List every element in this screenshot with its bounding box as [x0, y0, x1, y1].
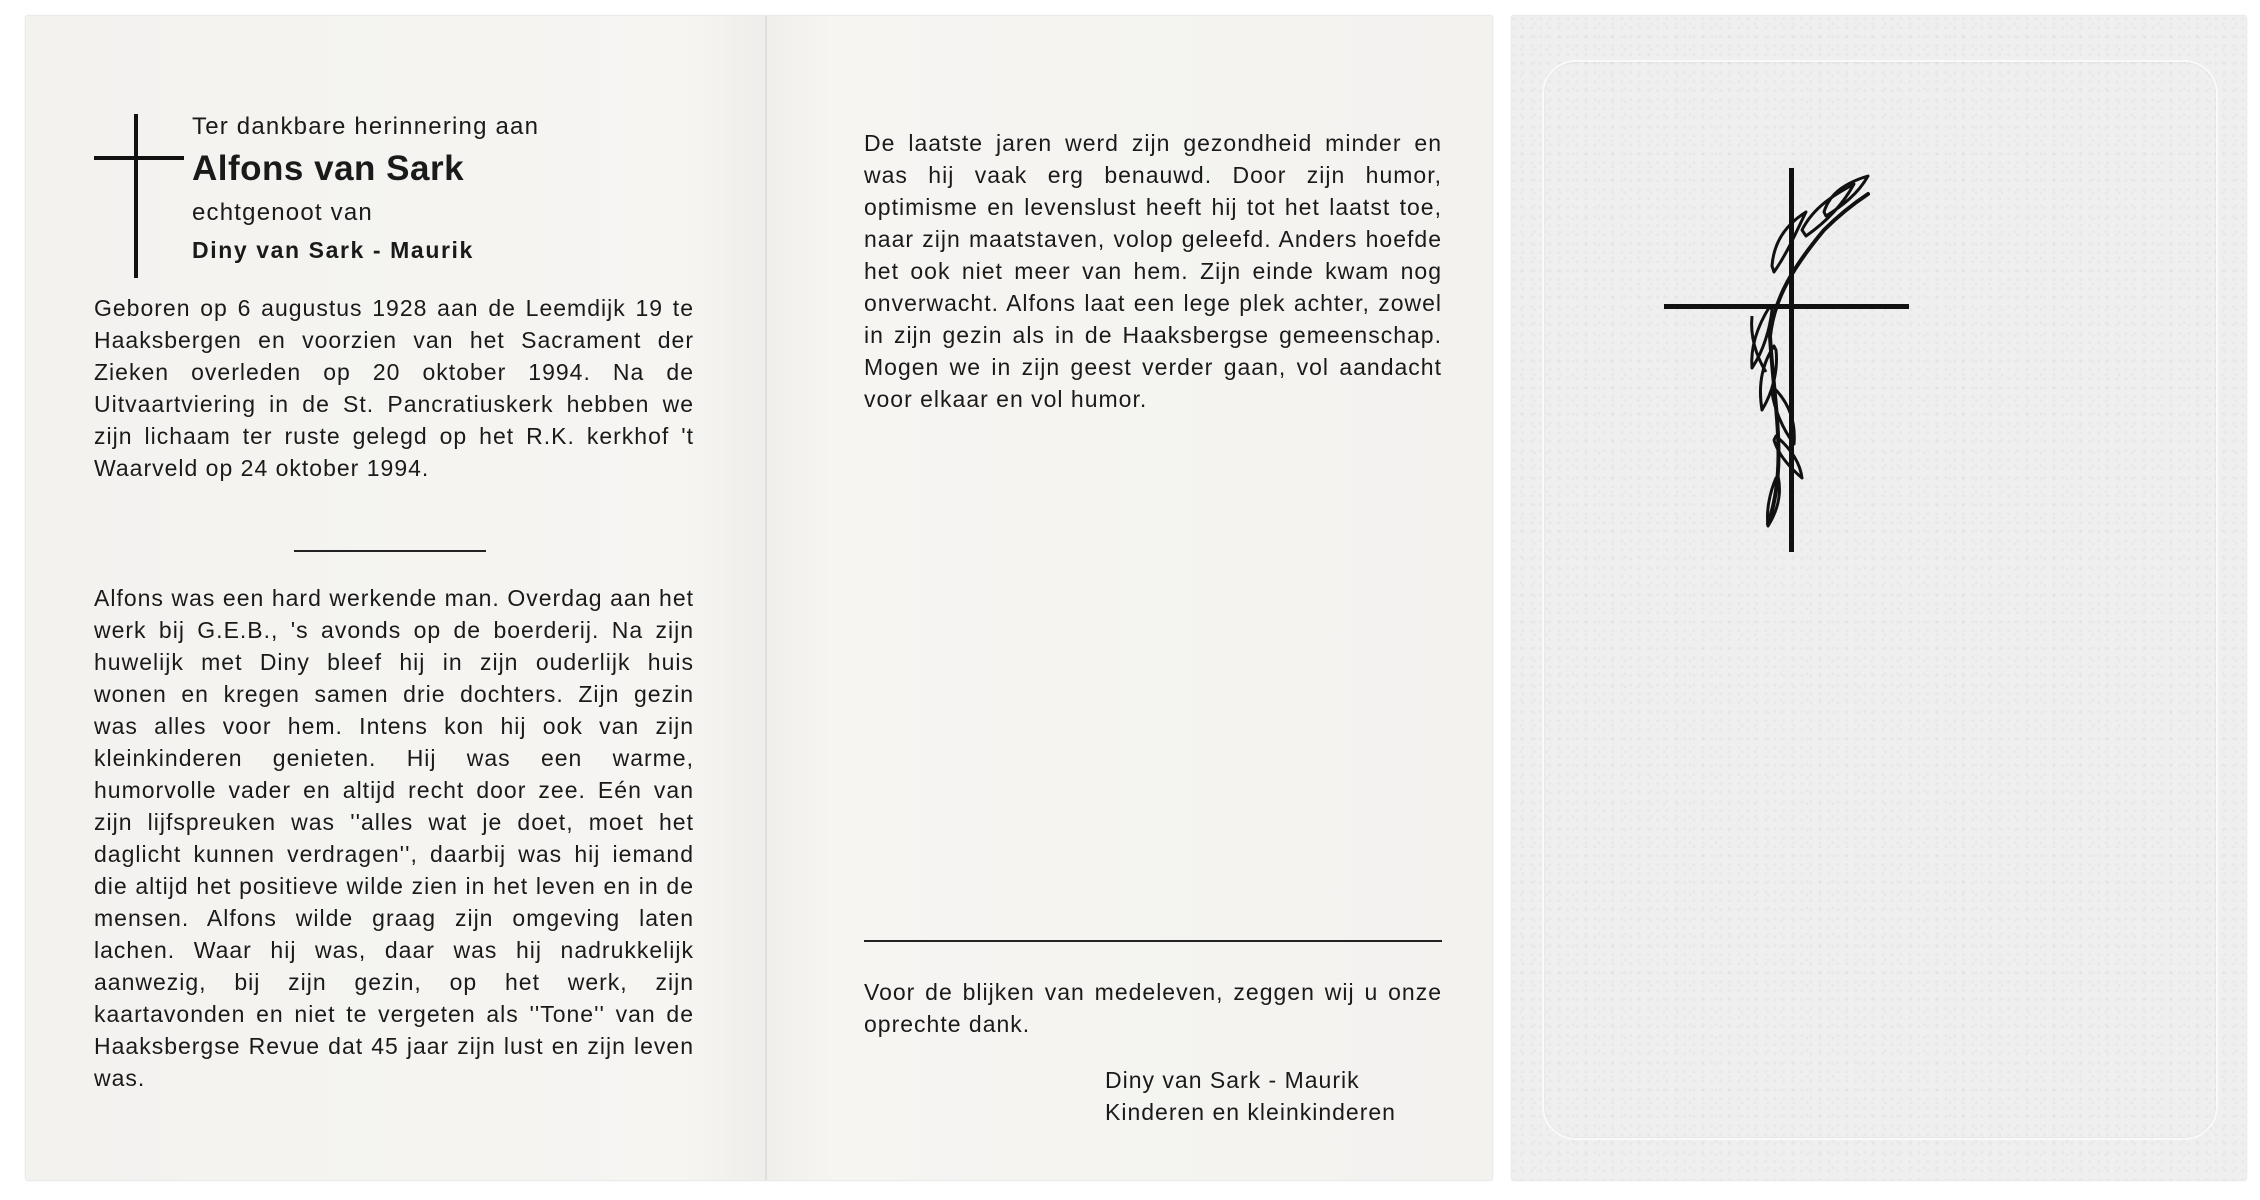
cross-icon: [94, 114, 184, 278]
biography-paragraph: Geboren op 6 augustus 1928 aan de Leemdijk 19 te Haaksbergen en voorzien van het Sacrament der Zieken overleden op 20 oktober 1994. Na de Uitvaartviering in de St. Pancratiuskerk hebben we zijn lichaam ter ruste gelegd op het R.K. kerkhof 't Waarveld op 24 oktober 1994.: [94, 295, 694, 481]
life-paragraph: Alfons was een hard werkende man. Overdag aan het werk bij G.E.B., 's avonds op de boerderij. Na zijn huwelijk met Diny bleef hij in zijn ouderlijk huis wonen en kregen samen drie dochters. Zijn gezin was alles voor hem. Intens kon hij ook van zijn kleinkinderen genieten. Hij was een warme, humorvolle vader en altijd recht door zee. Eén van zijn lijfspreuken was ''alles wat je doet, moet het daglicht kunnen verdragen'', daarbij was hij iemand die altijd het positieve wilde zien in het leven en in de mensen. Alfons wilde graag zijn omgeving laten lachen. Waar hij was, daar was hij nadrukkelijk aanwezig, bij zijn gezin, op het werk, zijn kaartavonden en niet te vergeten als ''Tone'' van de Haaksbergse Revue dat 45 jaar zijn lust en zijn leven was.: [94, 585, 694, 1091]
thanks-paragraph: Voor de blijken van medeleven, zeggen wij u onze oprechte dank.: [864, 979, 1442, 1037]
intro-text: Ter dankbare herinnering aan: [192, 113, 540, 140]
signature-line-family: Kinderen en kleinkinderen: [1105, 1099, 1396, 1125]
health-paragraph: De laatste jaren werd zijn gezondheid minder en was hij vaak erg benauwd. Door zijn humor, optimisme en levenslust heeft hij tot het laatst toe, naar zijn maatstaven, volop geleefd. Anders hoefde het ook niet meer van hem. Zijn einde kwam nog onverwacht. Alfons laat een lege plek achter, zowel in zijn gezin als in de Haaksbergse gemeenschap. Mogen we in zijn geest verder gaan, vol aandacht voor elkaar en vol humor.: [864, 130, 1442, 412]
spouse-label: echtgenoot van: [192, 199, 373, 226]
memorial-card-spread: [26, 16, 1492, 1180]
deceased-name: Alfons van Sark: [192, 149, 465, 188]
spouse-name: Diny van Sark - Maurik: [192, 237, 474, 263]
separator-line: [294, 550, 486, 552]
signature-line-spouse: Diny van Sark - Maurik: [1105, 1067, 1360, 1093]
signature-block: [1105, 1064, 1396, 1128]
memorial-header: [192, 112, 632, 266]
cross-with-palm-icon: [1512, 16, 2246, 1180]
card-cover: [1512, 16, 2246, 1180]
separator-line-long: [864, 940, 1442, 942]
left-panel: [26, 16, 765, 1180]
middle-panel: [767, 16, 1492, 1180]
